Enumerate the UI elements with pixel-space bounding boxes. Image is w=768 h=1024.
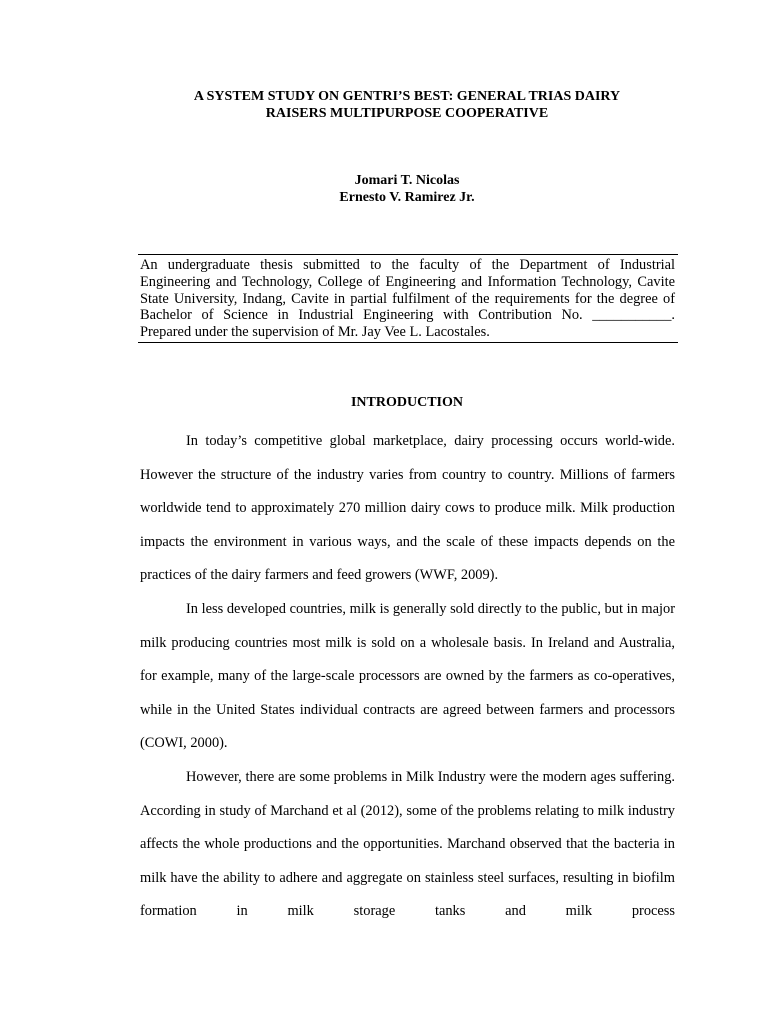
author-name-2: Ernesto V. Ramirez Jr. [339,190,475,205]
body-text [140,425,675,929]
section-heading: INTRODUCTION [350,395,463,410]
author-name-1: Jomari T. Nicolas [354,173,460,188]
document-title-line-2: RAISERS MULTIPURPOSE COOPERATIVE [265,106,549,121]
document-title-line-1: A SYSTEM STUDY ON GENTRI’S BEST: GENERAL TRIAS DAIRY [193,89,621,104]
paragraph: In today’s competitive global marketplace, dairy processing occurs world-wide. However the structure of the industry varies from country to country. Millions of farmers worldwide tend to approximately 270 million dairy cows to produce milk. Milk production impacts the environment in various ways, and the scale of these impacts depends on the practices of the dairy farmers and feed growers (WWF, 2009). [140,433,675,584]
paragraph: In less developed countries, milk is generally sold directly to the public, but in major milk producing countries most milk is sold on a wholesale basis. In Ireland and Australia, for example, many of the large-scale processors are owned by the farmers as co-operatives, while in the United States individual contracts are agreed between farmers and processors (COWI, 2000). [140,600,675,752]
thesis-statement: An undergraduate thesis submitted to the faculty of the Department of Industrial Engineering and Technology, College of Engineering and Information Technology, Cavite State University, Indang, Cavite in partial fulfilment of the requirements for the degree of Bachelor of Science in Industrial Engineering with Contribution No. ___________. Prepared under the supervision of Mr. Jay Vee L. Lacostales. [140,257,675,341]
paragraph: However, there are some problems in Milk Industry were the modern ages suffering. According in study of Marchand et al (2012), some of the problems relating to milk industry affects the whole productions and the opportunities. Marchand observed that the bacteria in milk have the ability to adhere and aggregate on stainless steel surfaces, resulting in biofilm formation in milk storage tanks and milk process [140,768,675,920]
abstract-bottom-rule [138,342,678,343]
abstract-top-rule [138,254,678,255]
